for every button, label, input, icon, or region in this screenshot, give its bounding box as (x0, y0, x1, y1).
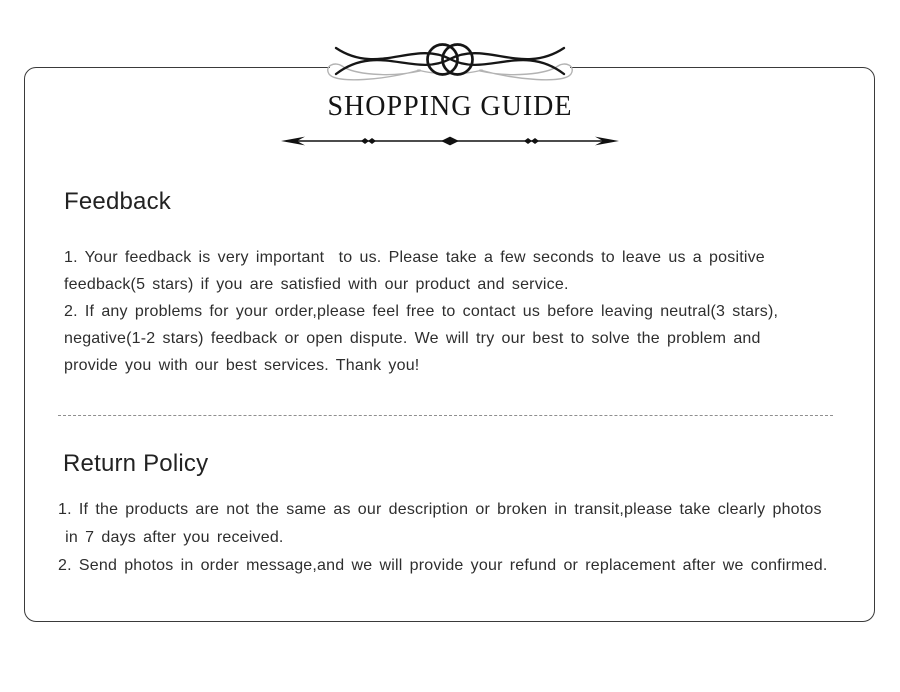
paragraph-line: 2. Send photos in order message,and we will provide your refund or replacement after we confirmed. (58, 557, 828, 574)
paragraph-line: provide you with our best services. Thank you! (64, 357, 420, 374)
arrow-diamond-divider-icon (280, 133, 620, 149)
return-policy-paragraph (58, 496, 827, 580)
paragraph-line: in 7 days after you received. (58, 529, 284, 546)
paragraph-line: 2. If any problems for your order,please feel free to contact us before leaving neutral(3 stars), (64, 303, 779, 320)
flourish-icon (320, 38, 580, 88)
page-title: SHOPPING GUIDE (327, 91, 573, 122)
calligraphic-flourish-ornament (320, 38, 580, 88)
paragraph-line: 1. Your feedback is very important to us. Please take a few seconds to leave us a positive (64, 249, 765, 266)
dashed-section-divider (58, 415, 833, 416)
feedback-section-heading: Feedback (64, 188, 171, 215)
paragraph-line: 1. If the products are not the same as our description or broken in transit,please take clearly photos (58, 501, 822, 518)
return-policy-section-heading: Return Policy (63, 450, 209, 477)
paragraph-line: negative(1-2 stars) feedback or open dispute. We will try our best to solve the problem and (64, 330, 761, 347)
paragraph-line: feedback(5 stars) if you are satisfied with our product and service. (64, 276, 569, 293)
feedback-paragraph (64, 244, 778, 379)
